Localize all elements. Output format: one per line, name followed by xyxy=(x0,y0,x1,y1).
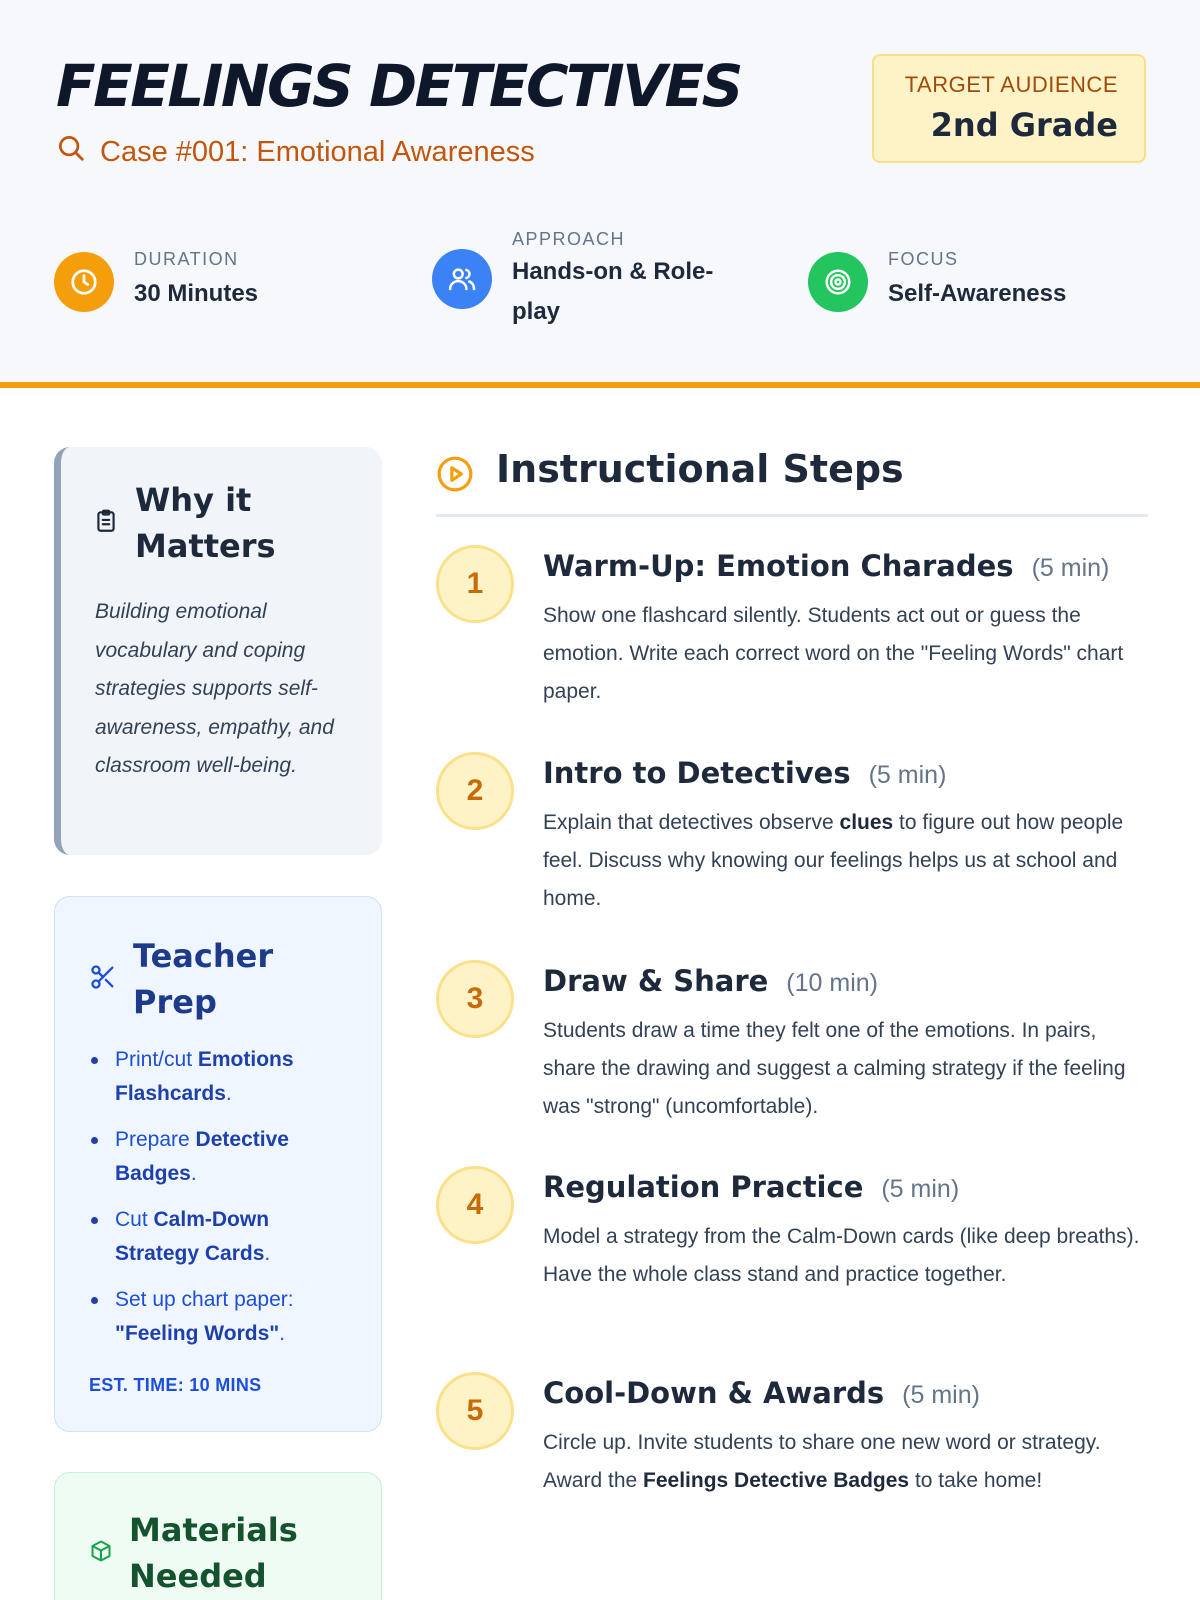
approach-value: Hands-on & Role-play xyxy=(512,258,714,325)
target-icon xyxy=(808,252,868,312)
prep-item: Prepare Detective Badges. xyxy=(89,1123,349,1191)
page-header xyxy=(0,0,1200,388)
step-duration: (5 min) xyxy=(881,1175,960,1203)
step-duration: (5 min) xyxy=(902,1381,980,1409)
meta-approach xyxy=(432,229,752,332)
prep-item: Set up chart paper: "Feeling Words". xyxy=(89,1283,349,1351)
why-it-matters-card xyxy=(54,447,382,855)
case-subtitle-text: Case #001: Emotional Awareness xyxy=(100,135,535,168)
materials-title: Materials Needed xyxy=(129,1511,298,1595)
cube-icon xyxy=(89,1539,113,1568)
teacher-prep-card xyxy=(54,896,382,1432)
target-audience-value: 2nd Grade xyxy=(930,106,1118,144)
step-title: Intro to Detectives xyxy=(543,756,851,790)
focus-value: Self-Awareness xyxy=(888,280,1067,307)
prep-list xyxy=(89,1043,349,1363)
step-number: 5 xyxy=(436,1372,514,1450)
users-icon xyxy=(432,249,492,309)
play-circle-icon xyxy=(436,447,474,498)
clipboard-icon xyxy=(93,508,119,539)
step-title: Regulation Practice xyxy=(543,1170,864,1204)
step-duration: (5 min) xyxy=(1031,554,1110,582)
step-title: Warm-Up: Emotion Charades xyxy=(543,549,1014,583)
prep-title: Teacher Prep xyxy=(133,937,274,1021)
step-description: Explain that detectives observe clues to figure out how people feel. Discuss why knowing our feelings helps us at school and home. xyxy=(543,811,1124,910)
step-title: Cool-Down & Awards xyxy=(543,1376,885,1410)
approach-label: APPROACH xyxy=(512,229,626,249)
step-number: 4 xyxy=(436,1166,514,1244)
step-number: 1 xyxy=(436,545,514,623)
step-duration: (10 min) xyxy=(786,969,878,997)
target-audience-badge xyxy=(872,54,1146,163)
case-subtitle xyxy=(56,133,535,171)
clock-icon xyxy=(54,252,114,312)
target-audience-label: TARGET AUDIENCE xyxy=(904,72,1118,97)
step-number: 3 xyxy=(436,960,514,1038)
duration-value: 30 Minutes xyxy=(134,280,259,307)
step-number: 2 xyxy=(436,752,514,830)
prep-item: Print/cut Emotions Flashcards. xyxy=(89,1043,349,1111)
step-description: Students draw a time they felt one of the emotions. In pairs, share the drawing and suggest a calming strategy if the feeling was "strong" (uncomfortable). xyxy=(543,1019,1126,1118)
scissors-icon xyxy=(89,963,117,996)
search-icon xyxy=(56,133,86,171)
materials-card xyxy=(54,1472,382,1600)
meta-duration xyxy=(54,249,258,314)
duration-label: DURATION xyxy=(134,249,239,269)
focus-label: FOCUS xyxy=(888,249,959,269)
page-title: FEELINGS DETECTIVES xyxy=(56,52,741,120)
step-title: Draw & Share xyxy=(543,964,769,998)
step-description: Model a strategy from the Calm-Down cards (like deep breaths). Have the whole class stand and practice together. xyxy=(543,1225,1140,1286)
why-body: Building emotional vocabulary and coping strategies supports self-awareness, empathy, and classroom well-being. xyxy=(95,600,334,777)
steps-title: Instructional Steps xyxy=(496,447,904,491)
step-duration: (5 min) xyxy=(868,761,947,789)
step-description: Show one flashcard silently. Students act out or guess the emotion. Write each correct word on the "Feeling Words" chart paper. xyxy=(543,604,1124,703)
step-description: Circle up. Invite students to share one new word or strategy. Award the Feelings Detective Badges to take home! xyxy=(543,1431,1101,1492)
prep-item: Cut Calm-Down Strategy Cards. xyxy=(89,1203,349,1271)
steps-header xyxy=(436,447,1148,517)
why-title: Why it Matters xyxy=(135,481,276,565)
prep-est-time: EST. TIME: 10 MINS xyxy=(89,1375,262,1395)
meta-focus xyxy=(808,249,1066,314)
